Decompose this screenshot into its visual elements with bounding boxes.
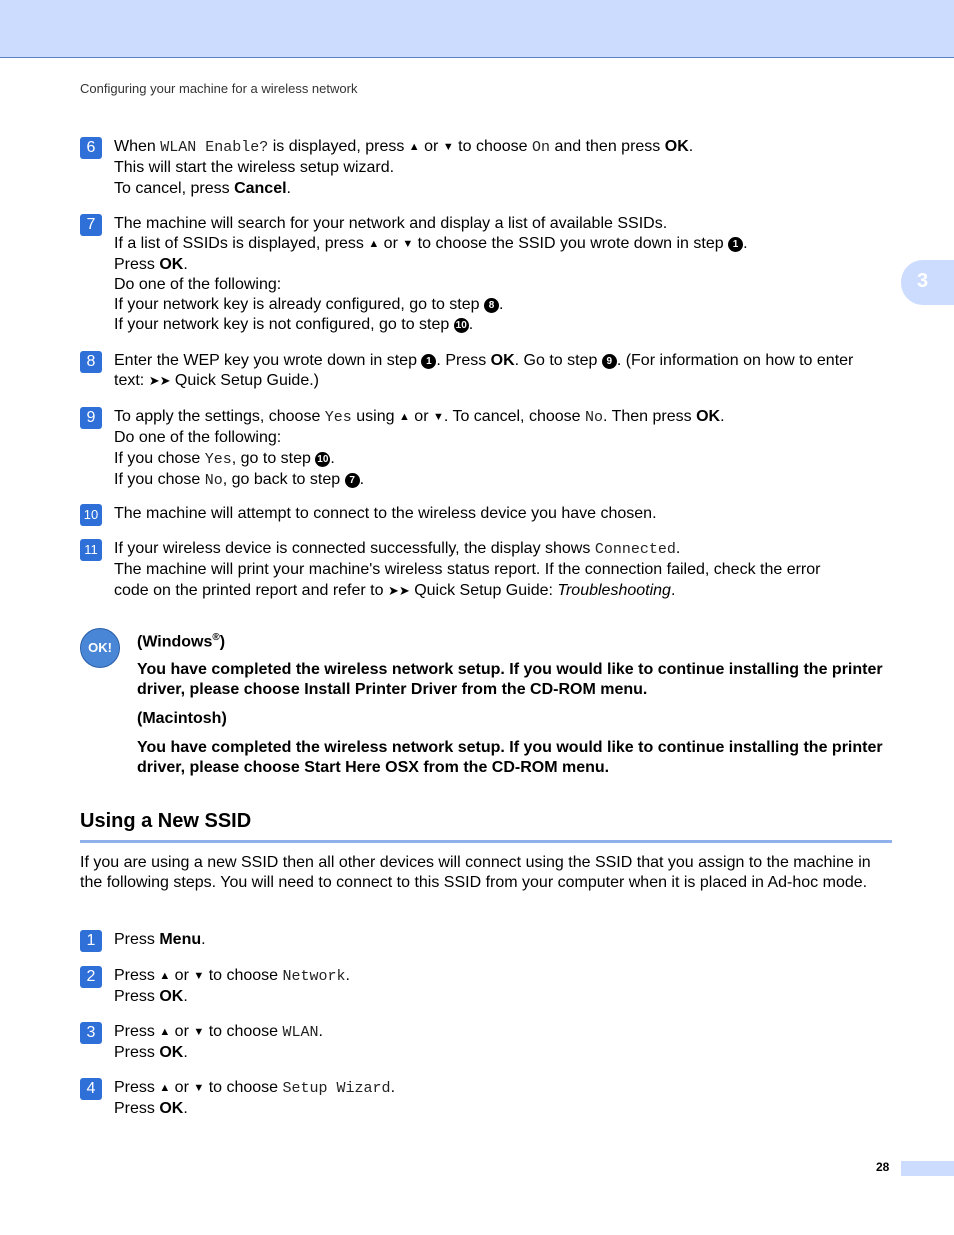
mac-note: You have completed the wireless network setup. If you would like to continue installing the printer driver, please choose Start Here OSX from the CD-ROM menu. [137,739,883,777]
step-body: The machine will attempt to connect to the wireless device you have chosen. [114,505,657,522]
step-ref: 10 [455,320,467,332]
section-intro: If you are using a new SSID then all other devices will connect using the SSID that you assign to the machine in the following steps. You will need to connect to this SSID from your computer when it is placed in Ad-hoc mode. [80,854,871,892]
step-number: 7 [80,214,102,236]
up-arrow-icon: ▲ [398,411,410,423]
step-ref: 8 [484,298,499,313]
page-number: 28 [876,1160,890,1174]
up-arrow-icon: ▲ [159,1082,171,1094]
down-arrow-icon: ▼ [193,1082,205,1094]
step-body: Enter the WEP key you wrote down in step 1 . Press OK. Go to step 9 . (For information on how to enter text: ➤➤ Quick Setup Guide.) [114,352,854,390]
up-arrow-icon: ▲ [408,141,420,153]
heading-rule [80,840,892,843]
mac-title: (Macintosh) [137,710,227,728]
chapter-number: 3 [917,270,929,292]
step-number: 11 [80,539,102,561]
step-number: 1 [80,930,102,952]
step-ref: 10 [317,453,329,465]
step-ref: 7 [345,473,360,488]
step-number: 10 [80,504,102,526]
up-arrow-icon: ▲ [159,970,171,982]
down-arrow-icon: ▼ [402,238,414,251]
step-number: 4 [80,1078,102,1100]
step-body: If your wireless device is connected successfully, the display shows Connected. The machine will print your machine's wireless status report. If the connection failed, check the error code on the printed report and refer to ➤➤ Quick Setup Guide: Troubleshooting. [114,540,821,599]
step-body: Press ▲ or ▼ to choose WLAN. Press OK. [114,1023,323,1062]
section-heading: Using a New SSID [80,810,252,832]
step-number: 2 [80,966,102,988]
step-body: Press ▲ or ▼ to choose Setup Wizard. Press OK. [114,1079,396,1118]
double-arrow-icon: ➤➤ [148,373,171,389]
page-tab [901,1161,954,1176]
step-body: The machine will search for your network and display a list of available SSIDs. If a list of SSIDs is displayed, press ▲ or ▼ to choose the SSID you wrote down in step 1 . Press OK. Do one of the following: If your network key is already configured, go to step 8 . If your network key is not configured, go to step 10 . [114,215,748,334]
step-ref: 1 [728,237,743,252]
down-arrow-icon: ▼ [442,141,454,153]
down-arrow-icon: ▼ [193,970,205,982]
step-body: Press ▲ or ▼ to choose Network. Press OK. [114,967,350,1006]
step-number: 9 [80,407,102,429]
step-body: When WLAN Enable? is displayed, press ▲ or ▼ to choose On and then press OK. This will start the wireless setup wizard. To cancel, press Cancel. [114,138,694,197]
up-arrow-icon: ▲ [159,1026,171,1038]
step-ref: 9 [602,354,617,369]
chapter-tab [901,260,954,305]
step-number: 6 [80,137,102,159]
down-arrow-icon: ▼ [193,1026,205,1038]
running-head: Configuring your machine for a wireless network [80,81,358,96]
step-number: 3 [80,1022,102,1044]
note-text: (Windows®) You have completed the wireless network setup. If you would like to continue installing the printer driver, please choose Install Printer Driver from the CD-ROM menu. (Macintosh) You have completed the wireless network setup. If you would like to continue installing the printer driver, please choose Start Here OSX from the CD-ROM menu. [137,628,892,787]
up-arrow-icon: ▲ [368,238,380,251]
header-band [0,0,954,58]
step-body: Press Menu. [114,931,206,948]
step-ref: 1 [421,354,436,369]
ok-icon: OK! [80,628,120,668]
windows-note: You have completed the wireless network setup. If you would like to continue installing the printer driver, please choose Install Printer Driver from the CD-ROM menu. [137,661,883,699]
step-number: 8 [80,351,102,373]
down-arrow-icon: ▼ [432,411,444,423]
step-body: To apply the settings, choose Yes using ▲ or ▼. To cancel, choose No. Then press OK. Do one of the following: If you chose Yes, go to step 10 . If you chose No, go back to step 7 . [114,408,725,489]
double-arrow-icon: ➤➤ [387,582,410,598]
